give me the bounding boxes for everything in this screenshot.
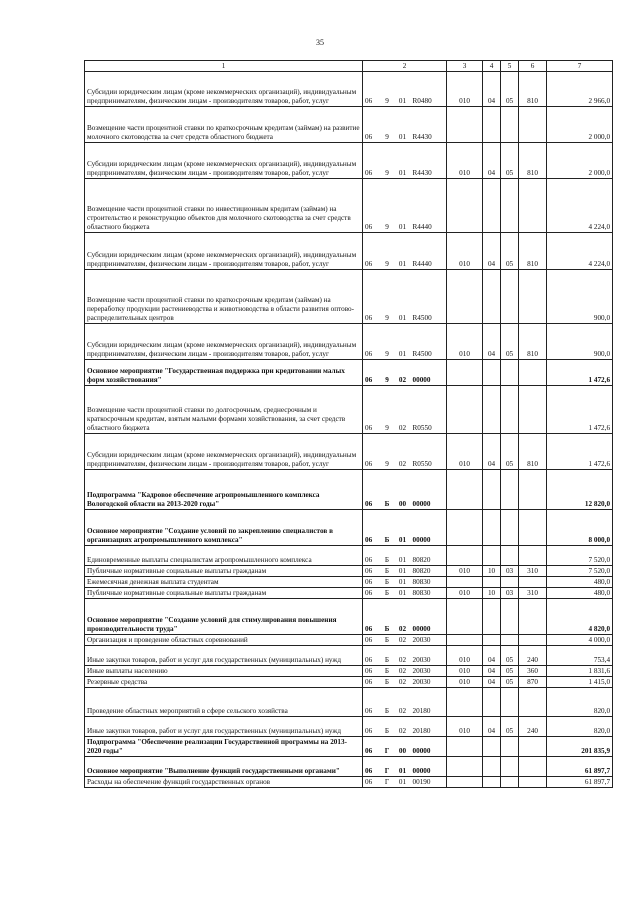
col-5-value: 03 bbox=[501, 566, 519, 577]
code-subprogram: Б bbox=[380, 599, 395, 635]
col-4-value bbox=[483, 577, 501, 588]
col-5-value bbox=[501, 470, 519, 510]
code-measure: 00 bbox=[395, 737, 411, 757]
header-row bbox=[85, 61, 613, 72]
col-5-value bbox=[501, 757, 519, 777]
col-5-value bbox=[501, 635, 519, 646]
code-subprogram: Б bbox=[380, 577, 395, 588]
col-5-value bbox=[501, 270, 519, 324]
col-4-value bbox=[483, 635, 501, 646]
table-row bbox=[85, 646, 613, 666]
code-program: 06 bbox=[363, 666, 380, 677]
col-5-value: 05 bbox=[501, 143, 519, 179]
code-direction: 00000 bbox=[411, 470, 447, 510]
code-program: 06 bbox=[363, 510, 380, 546]
col-5-value bbox=[501, 546, 519, 566]
header-col-5: 5 bbox=[501, 61, 519, 72]
amount-value: 1 472,6 bbox=[547, 434, 613, 470]
col-6-value bbox=[519, 757, 547, 777]
code-subprogram: 9 bbox=[380, 386, 395, 434]
code-direction: 20180 bbox=[411, 717, 447, 737]
row-description: Единовременные выплаты специалистам агропромышленного комплекса bbox=[85, 546, 363, 566]
code-direction: R0550 bbox=[411, 386, 447, 434]
row-description: Подпрограмма "Обеспечение реализации Государственной программы на 2013-2020 годы" bbox=[85, 737, 363, 757]
row-description: Основное мероприятие "Государственная поддержка при кредитовании малых форм хозяйствования" bbox=[85, 360, 363, 386]
code-direction: R4430 bbox=[411, 143, 447, 179]
code-subprogram: Г bbox=[380, 777, 395, 788]
code-subprogram: Б bbox=[380, 646, 395, 666]
col-5-value: 05 bbox=[501, 324, 519, 360]
col-6-value bbox=[519, 635, 547, 646]
col-5-value bbox=[501, 777, 519, 788]
amount-value: 1 472,6 bbox=[547, 386, 613, 434]
col-4-value bbox=[483, 546, 501, 566]
code-measure: 02 bbox=[395, 360, 411, 386]
col-5-value: 05 bbox=[501, 434, 519, 470]
code-direction: R4440 bbox=[411, 233, 447, 270]
col-5-value bbox=[501, 688, 519, 717]
table-row bbox=[85, 588, 613, 599]
col-3-value bbox=[447, 270, 483, 324]
code-measure: 01 bbox=[395, 546, 411, 566]
row-description: Субсидии юридическим лицам (кроме некоммерческих организаций), индивидуальным предпринимателям, физическим лицам - производителям товаров, работ, услуг bbox=[85, 324, 363, 360]
code-program: 06 bbox=[363, 546, 380, 566]
col-4-value bbox=[483, 270, 501, 324]
code-measure: 01 bbox=[395, 757, 411, 777]
code-subprogram: 9 bbox=[380, 179, 395, 233]
col-4-value: 04 bbox=[483, 324, 501, 360]
code-program: 06 bbox=[363, 688, 380, 717]
code-direction: 20030 bbox=[411, 635, 447, 646]
col-3-value bbox=[447, 360, 483, 386]
row-description: Основное мероприятие "Создание условий по закреплению специалистов в организациях агропромышленного комплекса" bbox=[85, 510, 363, 546]
col-6-value bbox=[519, 777, 547, 788]
col-3-value: 010 bbox=[447, 434, 483, 470]
header-col-3: 3 bbox=[447, 61, 483, 72]
amount-value: 4 224,0 bbox=[547, 233, 613, 270]
header-col-4: 4 bbox=[483, 61, 501, 72]
code-measure: 02 bbox=[395, 635, 411, 646]
row-description: Проведение областных мероприятий в сфере сельского хозяйства bbox=[85, 688, 363, 717]
header-col-7: 7 bbox=[547, 61, 613, 72]
table-row bbox=[85, 717, 613, 737]
code-program: 06 bbox=[363, 360, 380, 386]
code-program: 06 bbox=[363, 646, 380, 666]
code-measure: 02 bbox=[395, 434, 411, 470]
code-subprogram: Б bbox=[380, 688, 395, 717]
row-description: Публичные нормативные социальные выплаты гражданам bbox=[85, 588, 363, 599]
col-3-value bbox=[447, 470, 483, 510]
table-row bbox=[85, 72, 613, 107]
code-direction: 20030 bbox=[411, 666, 447, 677]
amount-value: 1 415,0 bbox=[547, 677, 613, 688]
col-3-value: 010 bbox=[447, 717, 483, 737]
code-subprogram: Б bbox=[380, 588, 395, 599]
code-program: 06 bbox=[363, 470, 380, 510]
header-col-1: 1 bbox=[85, 61, 363, 72]
code-direction: 20030 bbox=[411, 646, 447, 666]
row-description: Субсидии юридическим лицам (кроме некоммерческих организаций), индивидуальным предпринимателям, физическим лицам - производителям товаров, работ, услуг bbox=[85, 143, 363, 179]
col-4-value bbox=[483, 107, 501, 143]
code-program: 06 bbox=[363, 434, 380, 470]
row-description: Возмещение части процентной ставки по долгосрочным, среднесрочным и краткосрочным кредитам, взятым малыми формами хозяйствования, за счет средств областного бюджета bbox=[85, 386, 363, 434]
col-6-value: 810 bbox=[519, 233, 547, 270]
col-3-value bbox=[447, 386, 483, 434]
amount-value: 900,0 bbox=[547, 270, 613, 324]
table-row bbox=[85, 546, 613, 566]
col-4-value bbox=[483, 470, 501, 510]
table-row bbox=[85, 324, 613, 360]
col-3-value bbox=[447, 737, 483, 757]
amount-value: 820,0 bbox=[547, 688, 613, 717]
code-program: 06 bbox=[363, 635, 380, 646]
code-measure: 02 bbox=[395, 646, 411, 666]
code-subprogram: Б bbox=[380, 717, 395, 737]
table-row bbox=[85, 666, 613, 677]
col-3-value bbox=[447, 757, 483, 777]
col-3-value bbox=[447, 107, 483, 143]
row-description: Ежемесячная денежная выплата студентам bbox=[85, 577, 363, 588]
code-subprogram: Б bbox=[380, 677, 395, 688]
col-3-value: 010 bbox=[447, 143, 483, 179]
code-measure: 00 bbox=[395, 470, 411, 510]
col-6-value bbox=[519, 179, 547, 233]
code-subprogram: 9 bbox=[380, 107, 395, 143]
col-3-value bbox=[447, 179, 483, 233]
table-row bbox=[85, 179, 613, 233]
col-6-value: 310 bbox=[519, 588, 547, 599]
amount-value: 1 831,6 bbox=[547, 666, 613, 677]
amount-value: 61 897,7 bbox=[547, 757, 613, 777]
amount-value: 4 820,0 bbox=[547, 599, 613, 635]
table-row bbox=[85, 386, 613, 434]
code-direction: R4500 bbox=[411, 324, 447, 360]
code-measure: 02 bbox=[395, 688, 411, 717]
col-4-value: 04 bbox=[483, 143, 501, 179]
code-subprogram: Б bbox=[380, 510, 395, 546]
col-4-value: 04 bbox=[483, 646, 501, 666]
header-col-6: 6 bbox=[519, 61, 547, 72]
code-measure: 01 bbox=[395, 233, 411, 270]
code-measure: 01 bbox=[395, 777, 411, 788]
col-6-value bbox=[519, 270, 547, 324]
col-4-value: 04 bbox=[483, 434, 501, 470]
code-direction: R4430 bbox=[411, 107, 447, 143]
col-5-value bbox=[501, 577, 519, 588]
row-description: Иные выплаты населению bbox=[85, 666, 363, 677]
amount-value: 201 835,9 bbox=[547, 737, 613, 757]
code-measure: 02 bbox=[395, 677, 411, 688]
col-3-value: 010 bbox=[447, 233, 483, 270]
amount-value: 12 820,0 bbox=[547, 470, 613, 510]
amount-value: 61 897,7 bbox=[547, 777, 613, 788]
code-measure: 01 bbox=[395, 324, 411, 360]
code-measure: 01 bbox=[395, 566, 411, 577]
code-program: 06 bbox=[363, 777, 380, 788]
amount-value: 7 520,0 bbox=[547, 566, 613, 577]
col-6-value: 870 bbox=[519, 677, 547, 688]
col-6-value bbox=[519, 577, 547, 588]
col-4-value bbox=[483, 599, 501, 635]
row-description: Резервные средства bbox=[85, 677, 363, 688]
code-measure: 01 bbox=[395, 72, 411, 107]
amount-value: 2 966,0 bbox=[547, 72, 613, 107]
col-3-value: 010 bbox=[447, 324, 483, 360]
code-direction: 00000 bbox=[411, 360, 447, 386]
col-5-value: 05 bbox=[501, 646, 519, 666]
code-direction: 00000 bbox=[411, 510, 447, 546]
table-row bbox=[85, 737, 613, 757]
code-measure: 02 bbox=[395, 386, 411, 434]
col-6-value bbox=[519, 386, 547, 434]
code-program: 06 bbox=[363, 599, 380, 635]
row-description: Возмещение части процентной ставки по краткосрочным кредитам (займам) на переработку продукции растениеводства и животноводства в области развития оптово-распределительных центров bbox=[85, 270, 363, 324]
col-4-value: 04 bbox=[483, 72, 501, 107]
code-subprogram: Г bbox=[380, 737, 395, 757]
col-3-value: 010 bbox=[447, 677, 483, 688]
code-program: 06 bbox=[363, 566, 380, 577]
amount-value: 753,4 bbox=[547, 646, 613, 666]
col-6-value bbox=[519, 360, 547, 386]
col-6-value: 810 bbox=[519, 434, 547, 470]
code-measure: 02 bbox=[395, 717, 411, 737]
code-direction: 00000 bbox=[411, 599, 447, 635]
code-measure: 01 bbox=[395, 270, 411, 324]
table-row bbox=[85, 107, 613, 143]
col-6-value: 810 bbox=[519, 72, 547, 107]
col-4-value bbox=[483, 179, 501, 233]
col-5-value: 03 bbox=[501, 588, 519, 599]
col-5-value: 05 bbox=[501, 717, 519, 737]
code-measure: 02 bbox=[395, 666, 411, 677]
col-6-value bbox=[519, 107, 547, 143]
code-direction: 20180 bbox=[411, 688, 447, 717]
row-description: Расходы на обеспечение функций государственных органов bbox=[85, 777, 363, 788]
amount-value: 480,0 bbox=[547, 577, 613, 588]
col-4-value bbox=[483, 688, 501, 717]
table-row bbox=[85, 270, 613, 324]
table-row bbox=[85, 143, 613, 179]
code-subprogram: 9 bbox=[380, 72, 395, 107]
col-5-value bbox=[501, 179, 519, 233]
col-6-value bbox=[519, 737, 547, 757]
code-program: 06 bbox=[363, 588, 380, 599]
col-5-value bbox=[501, 737, 519, 757]
row-description: Иные закупки товаров, работ и услуг для государственных (муниципальных) нужд bbox=[85, 717, 363, 737]
amount-value: 7 520,0 bbox=[547, 546, 613, 566]
code-program: 06 bbox=[363, 72, 380, 107]
code-direction: 00000 bbox=[411, 757, 447, 777]
col-4-value: 04 bbox=[483, 666, 501, 677]
amount-value: 1 472,6 bbox=[547, 360, 613, 386]
col-6-value bbox=[519, 546, 547, 566]
col-5-value bbox=[501, 360, 519, 386]
col-3-value bbox=[447, 577, 483, 588]
col-4-value: 10 bbox=[483, 588, 501, 599]
code-direction: 00190 bbox=[411, 777, 447, 788]
col-4-value bbox=[483, 386, 501, 434]
col-3-value bbox=[447, 777, 483, 788]
table-body bbox=[85, 61, 613, 788]
table-row bbox=[85, 677, 613, 688]
code-measure: 01 bbox=[395, 107, 411, 143]
col-4-value: 04 bbox=[483, 677, 501, 688]
col-6-value bbox=[519, 470, 547, 510]
row-description: Субсидии юридическим лицам (кроме некоммерческих организаций), индивидуальным предпринимателям, физическим лицам - производителям товаров, работ, услуг bbox=[85, 434, 363, 470]
row-description: Публичные нормативные социальные выплаты гражданам bbox=[85, 566, 363, 577]
col-6-value: 810 bbox=[519, 324, 547, 360]
code-direction: 80830 bbox=[411, 577, 447, 588]
code-program: 06 bbox=[363, 107, 380, 143]
code-program: 06 bbox=[363, 577, 380, 588]
row-description: Подпрограмма "Кадровое обеспечение агропромышленного комплекса Вологодской области на 2013-2020 годы" bbox=[85, 470, 363, 510]
code-program: 06 bbox=[363, 270, 380, 324]
code-direction: 80820 bbox=[411, 566, 447, 577]
table-row bbox=[85, 577, 613, 588]
table-row bbox=[85, 470, 613, 510]
table-row bbox=[85, 599, 613, 635]
col-6-value: 310 bbox=[519, 566, 547, 577]
code-subprogram: 9 bbox=[380, 360, 395, 386]
amount-value: 8 000,0 bbox=[547, 510, 613, 546]
code-direction: R0550 bbox=[411, 434, 447, 470]
code-direction: R0480 bbox=[411, 72, 447, 107]
code-direction: 20030 bbox=[411, 677, 447, 688]
code-measure: 02 bbox=[395, 599, 411, 635]
col-4-value: 04 bbox=[483, 717, 501, 737]
amount-value: 900,0 bbox=[547, 324, 613, 360]
code-subprogram: 9 bbox=[380, 434, 395, 470]
code-subprogram: Г bbox=[380, 757, 395, 777]
code-program: 06 bbox=[363, 324, 380, 360]
code-program: 06 bbox=[363, 143, 380, 179]
col-5-value bbox=[501, 599, 519, 635]
table-row bbox=[85, 360, 613, 386]
col-3-value bbox=[447, 510, 483, 546]
amount-value: 2 000,0 bbox=[547, 143, 613, 179]
col-3-value: 010 bbox=[447, 646, 483, 666]
code-direction: 00000 bbox=[411, 737, 447, 757]
code-subprogram: Б bbox=[380, 666, 395, 677]
col-3-value bbox=[447, 635, 483, 646]
code-direction: 80820 bbox=[411, 546, 447, 566]
col-4-value: 04 bbox=[483, 233, 501, 270]
col-4-value bbox=[483, 510, 501, 546]
col-3-value bbox=[447, 688, 483, 717]
code-subprogram: Б bbox=[380, 566, 395, 577]
code-measure: 01 bbox=[395, 588, 411, 599]
col-3-value: 010 bbox=[447, 588, 483, 599]
table-row bbox=[85, 566, 613, 577]
col-4-value bbox=[483, 737, 501, 757]
header-col-2: 2 bbox=[363, 61, 447, 72]
code-program: 06 bbox=[363, 386, 380, 434]
col-3-value: 010 bbox=[447, 666, 483, 677]
row-description: Иные закупки товаров, работ и услуг для государственных (муниципальных) нужд bbox=[85, 646, 363, 666]
code-direction: R4500 bbox=[411, 270, 447, 324]
amount-value: 4 224,0 bbox=[547, 179, 613, 233]
code-direction: R4440 bbox=[411, 179, 447, 233]
col-6-value bbox=[519, 510, 547, 546]
code-program: 06 bbox=[363, 179, 380, 233]
col-4-value bbox=[483, 777, 501, 788]
code-measure: 01 bbox=[395, 577, 411, 588]
code-subprogram: Б bbox=[380, 470, 395, 510]
table-row bbox=[85, 635, 613, 646]
table-row bbox=[85, 510, 613, 546]
col-3-value bbox=[447, 599, 483, 635]
code-subprogram: Б bbox=[380, 546, 395, 566]
row-description: Организация и проведение областных соревнований bbox=[85, 635, 363, 646]
col-6-value: 240 bbox=[519, 646, 547, 666]
table-row bbox=[85, 777, 613, 788]
row-description: Основное мероприятие "Создание условий для стимулирования повышения производительности труда" bbox=[85, 599, 363, 635]
code-subprogram: 9 bbox=[380, 270, 395, 324]
code-program: 06 bbox=[363, 717, 380, 737]
code-measure: 01 bbox=[395, 179, 411, 233]
col-5-value bbox=[501, 386, 519, 434]
col-3-value bbox=[447, 546, 483, 566]
code-program: 06 bbox=[363, 233, 380, 270]
code-subprogram: 9 bbox=[380, 233, 395, 270]
amount-value: 2 000,0 bbox=[547, 107, 613, 143]
page-number: 35 bbox=[316, 38, 324, 47]
row-description: Возмещение части процентной ставки по инвестиционным кредитам (займам) на строительство и реконструкцию объектов для молочного скотоводства за счет средств областного бюджета bbox=[85, 179, 363, 233]
table-row bbox=[85, 688, 613, 717]
code-program: 06 bbox=[363, 737, 380, 757]
budget-table bbox=[84, 60, 613, 788]
row-description: Субсидии юридическим лицам (кроме некоммерческих организаций), индивидуальным предпринимателям, физическим лицам - производителям товаров, работ, услуг bbox=[85, 72, 363, 107]
table-row bbox=[85, 757, 613, 777]
col-3-value: 010 bbox=[447, 566, 483, 577]
code-direction: 80830 bbox=[411, 588, 447, 599]
row-description: Субсидии юридическим лицам (кроме некоммерческих организаций), индивидуальным предпринимателям, физическим лицам - производителям товаров, работ, услуг bbox=[85, 233, 363, 270]
code-subprogram: 9 bbox=[380, 324, 395, 360]
row-description: Возмещение части процентной ставки по краткосрочным кредитам (займам) на развитие молочного скотоводства за счет средств областного бюджета bbox=[85, 107, 363, 143]
col-6-value bbox=[519, 688, 547, 717]
code-subprogram: Б bbox=[380, 635, 395, 646]
col-4-value bbox=[483, 757, 501, 777]
table-row bbox=[85, 233, 613, 270]
col-4-value bbox=[483, 360, 501, 386]
col-4-value: 10 bbox=[483, 566, 501, 577]
col-6-value bbox=[519, 599, 547, 635]
col-6-value: 810 bbox=[519, 143, 547, 179]
code-measure: 01 bbox=[395, 510, 411, 546]
col-5-value: 05 bbox=[501, 233, 519, 270]
code-program: 06 bbox=[363, 677, 380, 688]
col-6-value: 240 bbox=[519, 717, 547, 737]
col-6-value: 360 bbox=[519, 666, 547, 677]
table-row bbox=[85, 434, 613, 470]
col-3-value: 010 bbox=[447, 72, 483, 107]
col-5-value: 05 bbox=[501, 677, 519, 688]
row-description: Основное мероприятие "Выполнение функций государственными органами" bbox=[85, 757, 363, 777]
amount-value: 480,0 bbox=[547, 588, 613, 599]
col-5-value: 05 bbox=[501, 666, 519, 677]
code-measure: 01 bbox=[395, 143, 411, 179]
code-program: 06 bbox=[363, 757, 380, 777]
code-subprogram: 9 bbox=[380, 143, 395, 179]
amount-value: 820,0 bbox=[547, 717, 613, 737]
amount-value: 4 000,0 bbox=[547, 635, 613, 646]
col-5-value bbox=[501, 107, 519, 143]
col-5-value bbox=[501, 510, 519, 546]
col-5-value: 05 bbox=[501, 72, 519, 107]
